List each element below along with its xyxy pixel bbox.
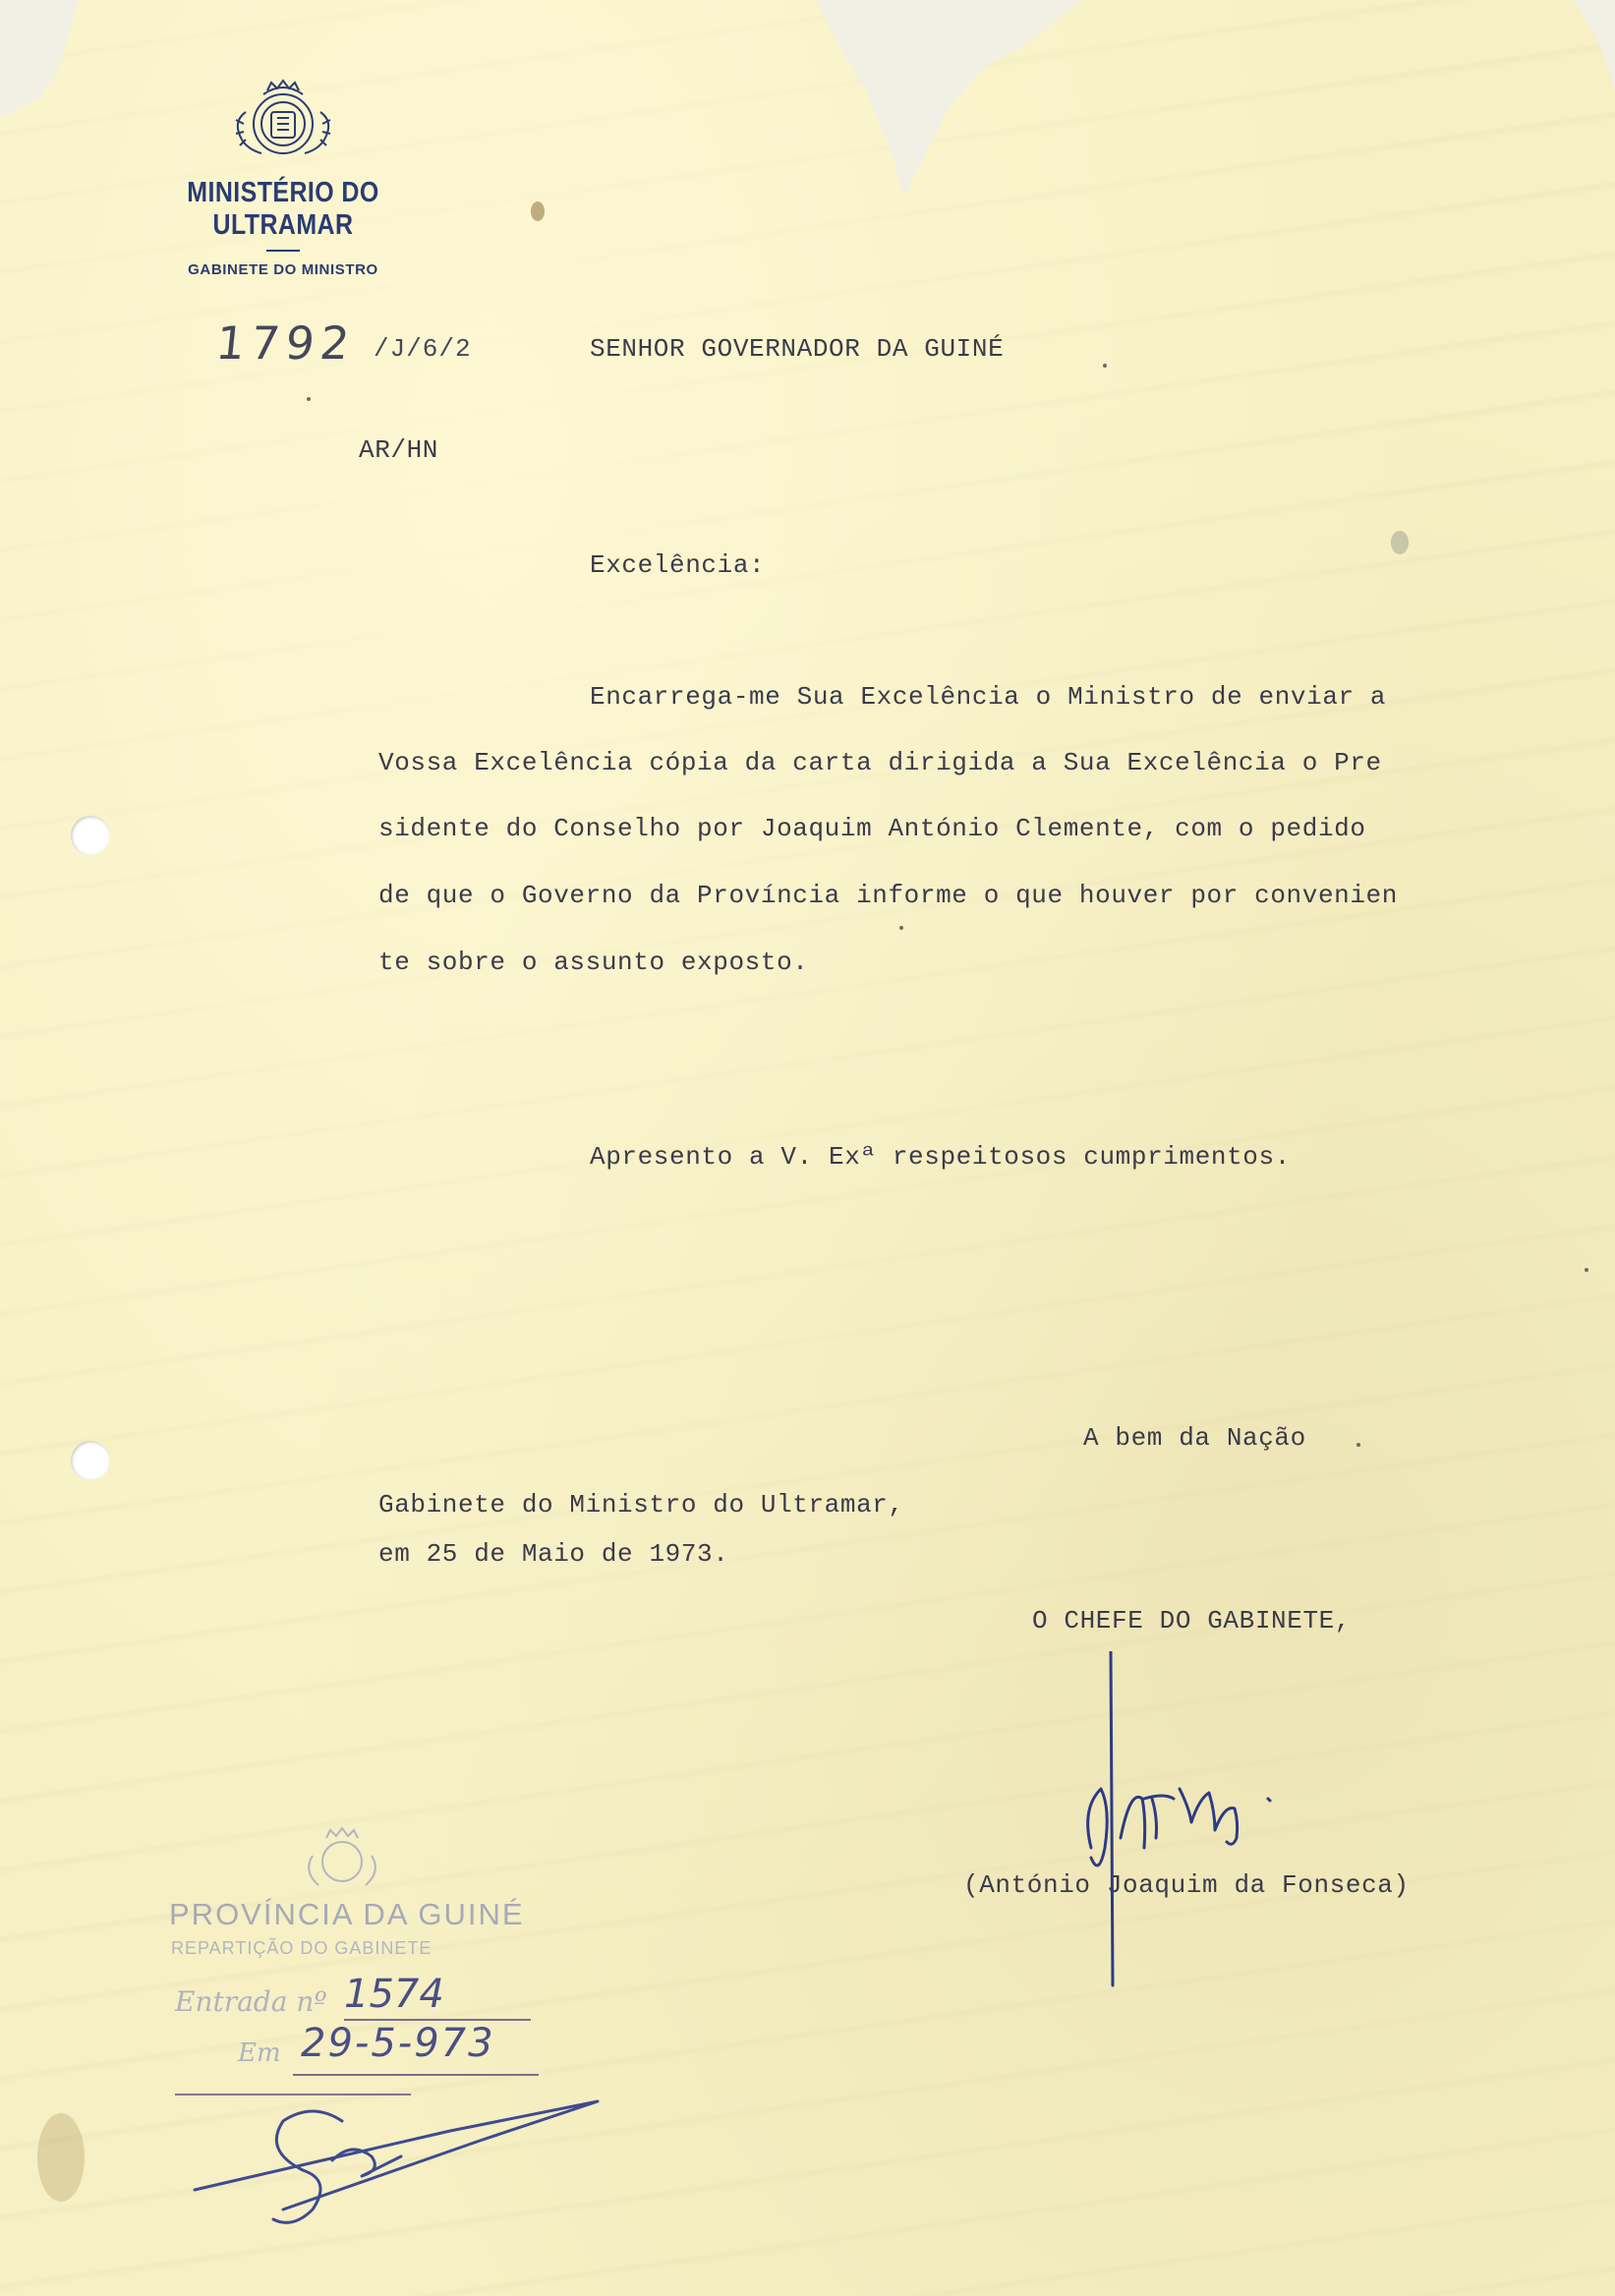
letterhead-divider (266, 250, 300, 252)
signatory-title: O CHEFE DO GABINETE, (1032, 1606, 1352, 1636)
handwritten-reference-number: 1792 (213, 316, 358, 370)
stamp-title: PROVÍNCIA DA GUINÉ (169, 1897, 525, 1931)
speck (899, 926, 903, 930)
signatory-name: (António Joaquim da Fonseca) (963, 1870, 1410, 1900)
stamp-entry-number: 1574 (344, 1972, 444, 2017)
punch-hole-bottom (71, 1441, 110, 1480)
receipt-stamp (165, 1816, 617, 2229)
stamp-subtitle: REPARTIÇÃO DO GABINETE (171, 1938, 433, 1958)
salutation: Excelência: (590, 550, 766, 580)
handwritten-signature (1062, 1651, 1356, 2005)
stamp-crest-icon (293, 1816, 391, 1895)
cabinet-name: GABINETE DO MINISTRO (188, 261, 378, 278)
closing-greeting: Apresento a V. Exª respeitosos cumprimentos. (590, 1142, 1291, 1172)
motto: A bem da Nação (1083, 1423, 1306, 1453)
body-line-1: Encarrega-me Sua Excelência o Ministro de enviar a (590, 682, 1387, 712)
stamp-date-value: 29-5-973 (301, 2021, 495, 2066)
reference-suffix: /J/6/2 (374, 334, 472, 364)
speck (1103, 364, 1107, 368)
speck (307, 397, 311, 401)
stain (531, 201, 545, 221)
stamp-entry-label: Entrada nº (175, 1985, 327, 2018)
addressee: SENHOR GOVERNADOR DA GUINÉ (590, 334, 1005, 364)
place-line: Gabinete do Ministro do Ultramar, (378, 1490, 904, 1520)
speck (1585, 1268, 1588, 1272)
letterhead (116, 73, 450, 278)
stain (1391, 531, 1409, 554)
stain (37, 2113, 85, 2202)
punch-hole-top (71, 816, 110, 855)
ministry-name: MINISTÉRIO DO ULTRAMAR (187, 177, 379, 241)
body-line-5: te sobre o assunto exposto. (378, 947, 809, 977)
portuguese-coat-of-arms-icon (224, 73, 342, 171)
body-line-2: Vossa Excelência cópia da carta dirigida a Sua Excelência o Pre (378, 748, 1382, 777)
stamp-date-label: Em (238, 2038, 281, 2068)
body-line-4: de que o Governo da Província informe o que houver por convenien (378, 881, 1398, 910)
speck (1356, 1443, 1360, 1447)
date-line: em 25 de Maio de 1973. (378, 1539, 729, 1569)
body-line-3: sidente do Conselho por Joaquim António Clemente, com o pedido (378, 814, 1366, 843)
typist-initials: AR/HN (359, 435, 439, 465)
stamp-signature (185, 2062, 617, 2229)
